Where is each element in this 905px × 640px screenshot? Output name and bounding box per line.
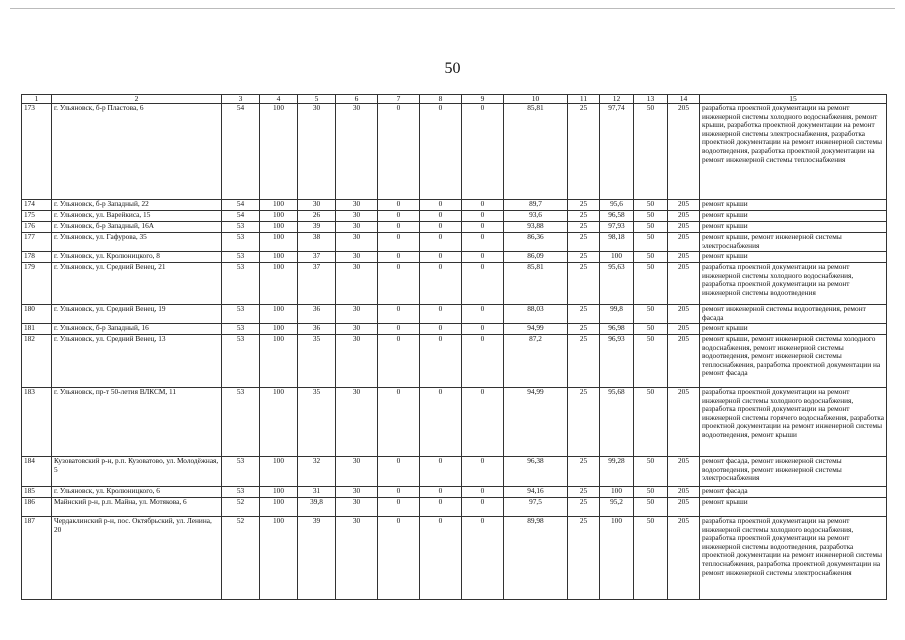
- cell-work: ремонт крыши: [700, 222, 887, 233]
- cell-c8: 0: [420, 305, 462, 324]
- cell-c12: 97,74: [600, 104, 634, 200]
- cell-c5: 32: [298, 457, 336, 487]
- cell-c5: 39: [298, 517, 336, 600]
- cell-c14: 205: [668, 305, 700, 324]
- cell-work: ремонт фасада: [700, 487, 887, 498]
- cell-c11: 25: [568, 517, 600, 600]
- cell-c5: 38: [298, 233, 336, 252]
- table-row: [22, 305, 887, 324]
- cell-c9: 0: [462, 517, 504, 600]
- cell-c4: 100: [260, 457, 298, 487]
- cell-c8: 0: [420, 335, 462, 388]
- cell-num: 185: [22, 487, 52, 498]
- cell-c7: 0: [378, 200, 420, 211]
- cell-c4: 100: [260, 200, 298, 211]
- table-body: [22, 104, 887, 600]
- cell-c7: 0: [378, 222, 420, 233]
- cell-c11: 25: [568, 211, 600, 222]
- cell-c11: 25: [568, 305, 600, 324]
- cell-c14: 205: [668, 335, 700, 388]
- cell-c13: 50: [634, 211, 668, 222]
- header-cell: 2: [52, 95, 222, 104]
- cell-c8: 0: [420, 200, 462, 211]
- cell-c3: 53: [222, 457, 260, 487]
- cell-work: ремонт крыши: [700, 200, 887, 211]
- cell-c6: 30: [336, 388, 378, 457]
- cell-c3: 54: [222, 104, 260, 200]
- cell-c13: 50: [634, 487, 668, 498]
- cell-c10: 86,36: [504, 233, 568, 252]
- cell-c6: 30: [336, 263, 378, 305]
- cell-c5: 35: [298, 388, 336, 457]
- cell-c13: 50: [634, 498, 668, 517]
- cell-c7: 0: [378, 388, 420, 457]
- data-table: [21, 94, 887, 600]
- cell-c11: 25: [568, 498, 600, 517]
- table-row: [22, 498, 887, 517]
- cell-work: разработка проектной документации на ремонт инженерной системы холодного водоснабжения, разработка проектной документации на ремонт инженерной системы горячего водоснабжения, разработка проектной документации на ремонт инженерной системы водоотведения, ремонт крыши: [700, 388, 887, 457]
- cell-c5: 37: [298, 252, 336, 263]
- cell-addr: г. Ульяновск, ул. Гафурова, 35: [52, 233, 222, 252]
- cell-c12: 99,28: [600, 457, 634, 487]
- cell-c4: 100: [260, 517, 298, 600]
- cell-c7: 0: [378, 211, 420, 222]
- cell-num: 176: [22, 222, 52, 233]
- cell-c9: 0: [462, 233, 504, 252]
- cell-addr: г. Ульяновск, б-р Западный, 16А: [52, 222, 222, 233]
- cell-c13: 50: [634, 233, 668, 252]
- cell-c11: 25: [568, 487, 600, 498]
- cell-num: 173: [22, 104, 52, 200]
- cell-work: ремонт крыши, ремонт инженерной системы электроснабжения: [700, 233, 887, 252]
- cell-c10: 85,81: [504, 263, 568, 305]
- cell-c6: 30: [336, 252, 378, 263]
- cell-c13: 50: [634, 200, 668, 211]
- cell-c3: 54: [222, 211, 260, 222]
- cell-c4: 100: [260, 263, 298, 305]
- cell-num: 187: [22, 517, 52, 600]
- cell-c12: 97,93: [600, 222, 634, 233]
- header-cell: 10: [504, 95, 568, 104]
- cell-c14: 205: [668, 498, 700, 517]
- cell-c10: 89,7: [504, 200, 568, 211]
- cell-c5: 26: [298, 211, 336, 222]
- cell-num: 184: [22, 457, 52, 487]
- page-top-border: [10, 8, 895, 9]
- cell-c6: 30: [336, 211, 378, 222]
- cell-c6: 30: [336, 200, 378, 211]
- cell-c4: 100: [260, 233, 298, 252]
- cell-num: 186: [22, 498, 52, 517]
- cell-num: 177: [22, 233, 52, 252]
- cell-c10: 94,99: [504, 324, 568, 335]
- header-cell: 4: [260, 95, 298, 104]
- cell-c7: 0: [378, 335, 420, 388]
- cell-c9: 0: [462, 211, 504, 222]
- cell-c7: 0: [378, 252, 420, 263]
- cell-num: 179: [22, 263, 52, 305]
- cell-c4: 100: [260, 324, 298, 335]
- cell-c4: 100: [260, 487, 298, 498]
- header-cell: 3: [222, 95, 260, 104]
- cell-c8: 0: [420, 233, 462, 252]
- cell-work: ремонт крыши: [700, 324, 887, 335]
- cell-c7: 0: [378, 233, 420, 252]
- cell-c10: 88,03: [504, 305, 568, 324]
- cell-c14: 205: [668, 233, 700, 252]
- table-row: [22, 104, 887, 200]
- cell-c3: 54: [222, 200, 260, 211]
- cell-c10: 96,38: [504, 457, 568, 487]
- cell-c14: 205: [668, 222, 700, 233]
- cell-c5: 30: [298, 200, 336, 211]
- header-cell: 6: [336, 95, 378, 104]
- header-cell: 14: [668, 95, 700, 104]
- cell-c8: 0: [420, 517, 462, 600]
- header-cell: 5: [298, 95, 336, 104]
- cell-c6: 30: [336, 498, 378, 517]
- cell-c5: 31: [298, 487, 336, 498]
- cell-c5: 39,8: [298, 498, 336, 517]
- cell-c13: 50: [634, 222, 668, 233]
- cell-c8: 0: [420, 388, 462, 457]
- cell-c6: 30: [336, 324, 378, 335]
- cell-c13: 50: [634, 324, 668, 335]
- cell-work: ремонт крыши, ремонт инженерной системы холодного водоснабжения, ремонт инженерной системы водоотведения, ремонт инженерной системы теплоснабжения, разработка проектной документации на ремонт фасада: [700, 335, 887, 388]
- cell-c5: 35: [298, 335, 336, 388]
- cell-c11: 25: [568, 233, 600, 252]
- cell-c13: 50: [634, 517, 668, 600]
- cell-c5: 30: [298, 104, 336, 200]
- cell-c14: 205: [668, 252, 700, 263]
- cell-c9: 0: [462, 252, 504, 263]
- cell-c14: 205: [668, 104, 700, 200]
- cell-c7: 0: [378, 305, 420, 324]
- cell-work: разработка проектной документации на ремонт инженерной системы холодного водоснабжения, разработка проектной документации на ремонт инженерной системы водоотведения, разработка проектной документации на ремонт инженерной системы теплоснабжения, разработка проектной документации на ремонт инженерной системы электроснабжения: [700, 517, 887, 600]
- cell-c3: 53: [222, 233, 260, 252]
- cell-c10: 89,98: [504, 517, 568, 600]
- cell-c12: 96,98: [600, 324, 634, 335]
- table-row: [22, 457, 887, 487]
- cell-c8: 0: [420, 487, 462, 498]
- cell-c13: 50: [634, 305, 668, 324]
- cell-addr: Майнский р-н, р.п. Майна, ул. Мотякова, 6: [52, 498, 222, 517]
- cell-c12: 98,18: [600, 233, 634, 252]
- cell-addr: г. Ульяновск, ул. Средний Венец, 19: [52, 305, 222, 324]
- cell-c6: 30: [336, 517, 378, 600]
- cell-c3: 53: [222, 305, 260, 324]
- cell-c7: 0: [378, 517, 420, 600]
- cell-c4: 100: [260, 252, 298, 263]
- cell-c3: 53: [222, 335, 260, 388]
- cell-c5: 36: [298, 305, 336, 324]
- cell-num: 180: [22, 305, 52, 324]
- cell-c11: 25: [568, 457, 600, 487]
- cell-addr: г. Ульяновск, б-р Западный, 16: [52, 324, 222, 335]
- cell-c8: 0: [420, 457, 462, 487]
- cell-addr: Чердаклинский р-н, пос. Октябрьский, ул. Ленина, 20: [52, 517, 222, 600]
- cell-c8: 0: [420, 211, 462, 222]
- table-row: [22, 263, 887, 305]
- cell-c14: 205: [668, 211, 700, 222]
- cell-c10: 85,81: [504, 104, 568, 200]
- cell-work: ремонт крыши: [700, 252, 887, 263]
- cell-c11: 25: [568, 324, 600, 335]
- cell-c9: 0: [462, 200, 504, 211]
- cell-c7: 0: [378, 498, 420, 517]
- cell-c11: 25: [568, 222, 600, 233]
- cell-c3: 53: [222, 263, 260, 305]
- cell-c11: 25: [568, 200, 600, 211]
- cell-c9: 0: [462, 498, 504, 517]
- cell-c9: 0: [462, 222, 504, 233]
- cell-num: 178: [22, 252, 52, 263]
- cell-c4: 100: [260, 104, 298, 200]
- cell-c5: 37: [298, 263, 336, 305]
- cell-c11: 25: [568, 388, 600, 457]
- cell-addr: г. Ульяновск, ул. Варейкиса, 15: [52, 211, 222, 222]
- cell-work: ремонт фасада, ремонт инженерной системы водоотведения, ремонт инженерной системы электроснабжения: [700, 457, 887, 487]
- header-cell: 9: [462, 95, 504, 104]
- cell-c10: 93,88: [504, 222, 568, 233]
- cell-c12: 95,6: [600, 200, 634, 211]
- header-cell: 15: [700, 95, 887, 104]
- cell-c7: 0: [378, 104, 420, 200]
- cell-c3: 53: [222, 324, 260, 335]
- header-cell: 13: [634, 95, 668, 104]
- cell-c12: 95,2: [600, 498, 634, 517]
- table-row: [22, 487, 887, 498]
- cell-c7: 0: [378, 457, 420, 487]
- cell-c13: 50: [634, 388, 668, 457]
- cell-c3: 53: [222, 222, 260, 233]
- cell-addr: г. Ульяновск, пр-т 50-летия ВЛКСМ, 11: [52, 388, 222, 457]
- cell-work: разработка проектной документации на ремонт инженерной системы холодного водоснабжения, разработка проектной документации на ремонт инженерной системы водоотведения: [700, 263, 887, 305]
- cell-work: разработка проектной документации на ремонт инженерной системы холодного водоснабжения, ремонт крыши, разработка проектной документации на ремонт инженерной системы электроснабжения, разработка проектной документации на ремонт инженерной системы водоотведения, разработка проектной документации на ремонт инженерной системы теплоснабжения: [700, 104, 887, 200]
- cell-c12: 100: [600, 517, 634, 600]
- cell-c11: 25: [568, 335, 600, 388]
- cell-addr: г. Ульяновск, б-р Западный, 22: [52, 200, 222, 211]
- cell-c8: 0: [420, 104, 462, 200]
- cell-num: 174: [22, 200, 52, 211]
- cell-c14: 205: [668, 200, 700, 211]
- cell-c14: 205: [668, 324, 700, 335]
- table-row: [22, 335, 887, 388]
- cell-c4: 100: [260, 211, 298, 222]
- cell-c11: 25: [568, 104, 600, 200]
- header-cell: 1: [22, 95, 52, 104]
- cell-c6: 30: [336, 305, 378, 324]
- cell-c11: 25: [568, 252, 600, 263]
- cell-num: 181: [22, 324, 52, 335]
- cell-c12: 96,58: [600, 211, 634, 222]
- table-row: [22, 517, 887, 600]
- cell-addr: г. Ульяновск, ул. Кролюницкого, 6: [52, 487, 222, 498]
- cell-c14: 205: [668, 263, 700, 305]
- cell-c6: 30: [336, 104, 378, 200]
- table-row: [22, 324, 887, 335]
- cell-c11: 25: [568, 263, 600, 305]
- cell-c9: 0: [462, 457, 504, 487]
- table-row: [22, 200, 887, 211]
- cell-c4: 100: [260, 388, 298, 457]
- cell-work: ремонт крыши: [700, 498, 887, 517]
- cell-c7: 0: [378, 324, 420, 335]
- cell-addr: г. Ульяновск, ул. Средний Венец, 13: [52, 335, 222, 388]
- header-cell: 7: [378, 95, 420, 104]
- cell-c3: 53: [222, 487, 260, 498]
- cell-addr: Кузоватовский р-н, р.п. Кузоватово, ул. Молодёжная, 5: [52, 457, 222, 487]
- cell-c6: 30: [336, 487, 378, 498]
- cell-c14: 205: [668, 388, 700, 457]
- cell-c8: 0: [420, 498, 462, 517]
- table-row: [22, 211, 887, 222]
- cell-c13: 50: [634, 252, 668, 263]
- header-cell: 12: [600, 95, 634, 104]
- cell-num: 183: [22, 388, 52, 457]
- cell-c12: 95,63: [600, 263, 634, 305]
- cell-c12: 96,93: [600, 335, 634, 388]
- cell-c8: 0: [420, 263, 462, 305]
- cell-c10: 93,6: [504, 211, 568, 222]
- cell-num: 175: [22, 211, 52, 222]
- cell-c12: 99,8: [600, 305, 634, 324]
- cell-addr: г. Ульяновск, ул. Кролюницкого, 8: [52, 252, 222, 263]
- cell-c9: 0: [462, 335, 504, 388]
- cell-c9: 0: [462, 487, 504, 498]
- cell-c13: 50: [634, 263, 668, 305]
- cell-c12: 95,68: [600, 388, 634, 457]
- cell-c6: 30: [336, 457, 378, 487]
- cell-c4: 100: [260, 222, 298, 233]
- table-row: [22, 388, 887, 457]
- cell-c10: 94,16: [504, 487, 568, 498]
- cell-c6: 30: [336, 222, 378, 233]
- cell-c8: 0: [420, 222, 462, 233]
- table-row: [22, 252, 887, 263]
- cell-c8: 0: [420, 324, 462, 335]
- cell-c3: 52: [222, 498, 260, 517]
- cell-c3: 53: [222, 252, 260, 263]
- cell-c9: 0: [462, 263, 504, 305]
- header-cell: 8: [420, 95, 462, 104]
- header-row: [22, 95, 887, 104]
- cell-c13: 50: [634, 457, 668, 487]
- header-cell: 11: [568, 95, 600, 104]
- cell-c7: 0: [378, 487, 420, 498]
- cell-work: ремонт инженерной системы водоотведения, ремонт фасада: [700, 305, 887, 324]
- cell-c6: 30: [336, 335, 378, 388]
- cell-c9: 0: [462, 324, 504, 335]
- cell-c3: 52: [222, 517, 260, 600]
- cell-c10: 94,99: [504, 388, 568, 457]
- cell-c8: 0: [420, 252, 462, 263]
- table-row: [22, 233, 887, 252]
- table-row: [22, 222, 887, 233]
- cell-addr: г. Ульяновск, б-р Пластова, 6: [52, 104, 222, 200]
- page-number: 50: [444, 60, 461, 77]
- cell-c5: 39: [298, 222, 336, 233]
- cell-c14: 205: [668, 457, 700, 487]
- cell-num: 182: [22, 335, 52, 388]
- cell-c9: 0: [462, 104, 504, 200]
- cell-c12: 100: [600, 487, 634, 498]
- cell-c3: 53: [222, 388, 260, 457]
- cell-c10: 86,09: [504, 252, 568, 263]
- cell-c10: 87,2: [504, 335, 568, 388]
- cell-c13: 50: [634, 104, 668, 200]
- cell-c13: 50: [634, 335, 668, 388]
- cell-c14: 205: [668, 487, 700, 498]
- cell-addr: г. Ульяновск, ул. Средний Венец, 21: [52, 263, 222, 305]
- cell-work: ремонт крыши: [700, 211, 887, 222]
- cell-c9: 0: [462, 305, 504, 324]
- cell-c12: 100: [600, 252, 634, 263]
- cell-c7: 0: [378, 263, 420, 305]
- cell-c4: 100: [260, 305, 298, 324]
- cell-c4: 100: [260, 335, 298, 388]
- cell-c5: 36: [298, 324, 336, 335]
- cell-c6: 30: [336, 233, 378, 252]
- cell-c14: 205: [668, 517, 700, 600]
- cell-c9: 0: [462, 388, 504, 457]
- cell-c4: 100: [260, 498, 298, 517]
- cell-c10: 97,5: [504, 498, 568, 517]
